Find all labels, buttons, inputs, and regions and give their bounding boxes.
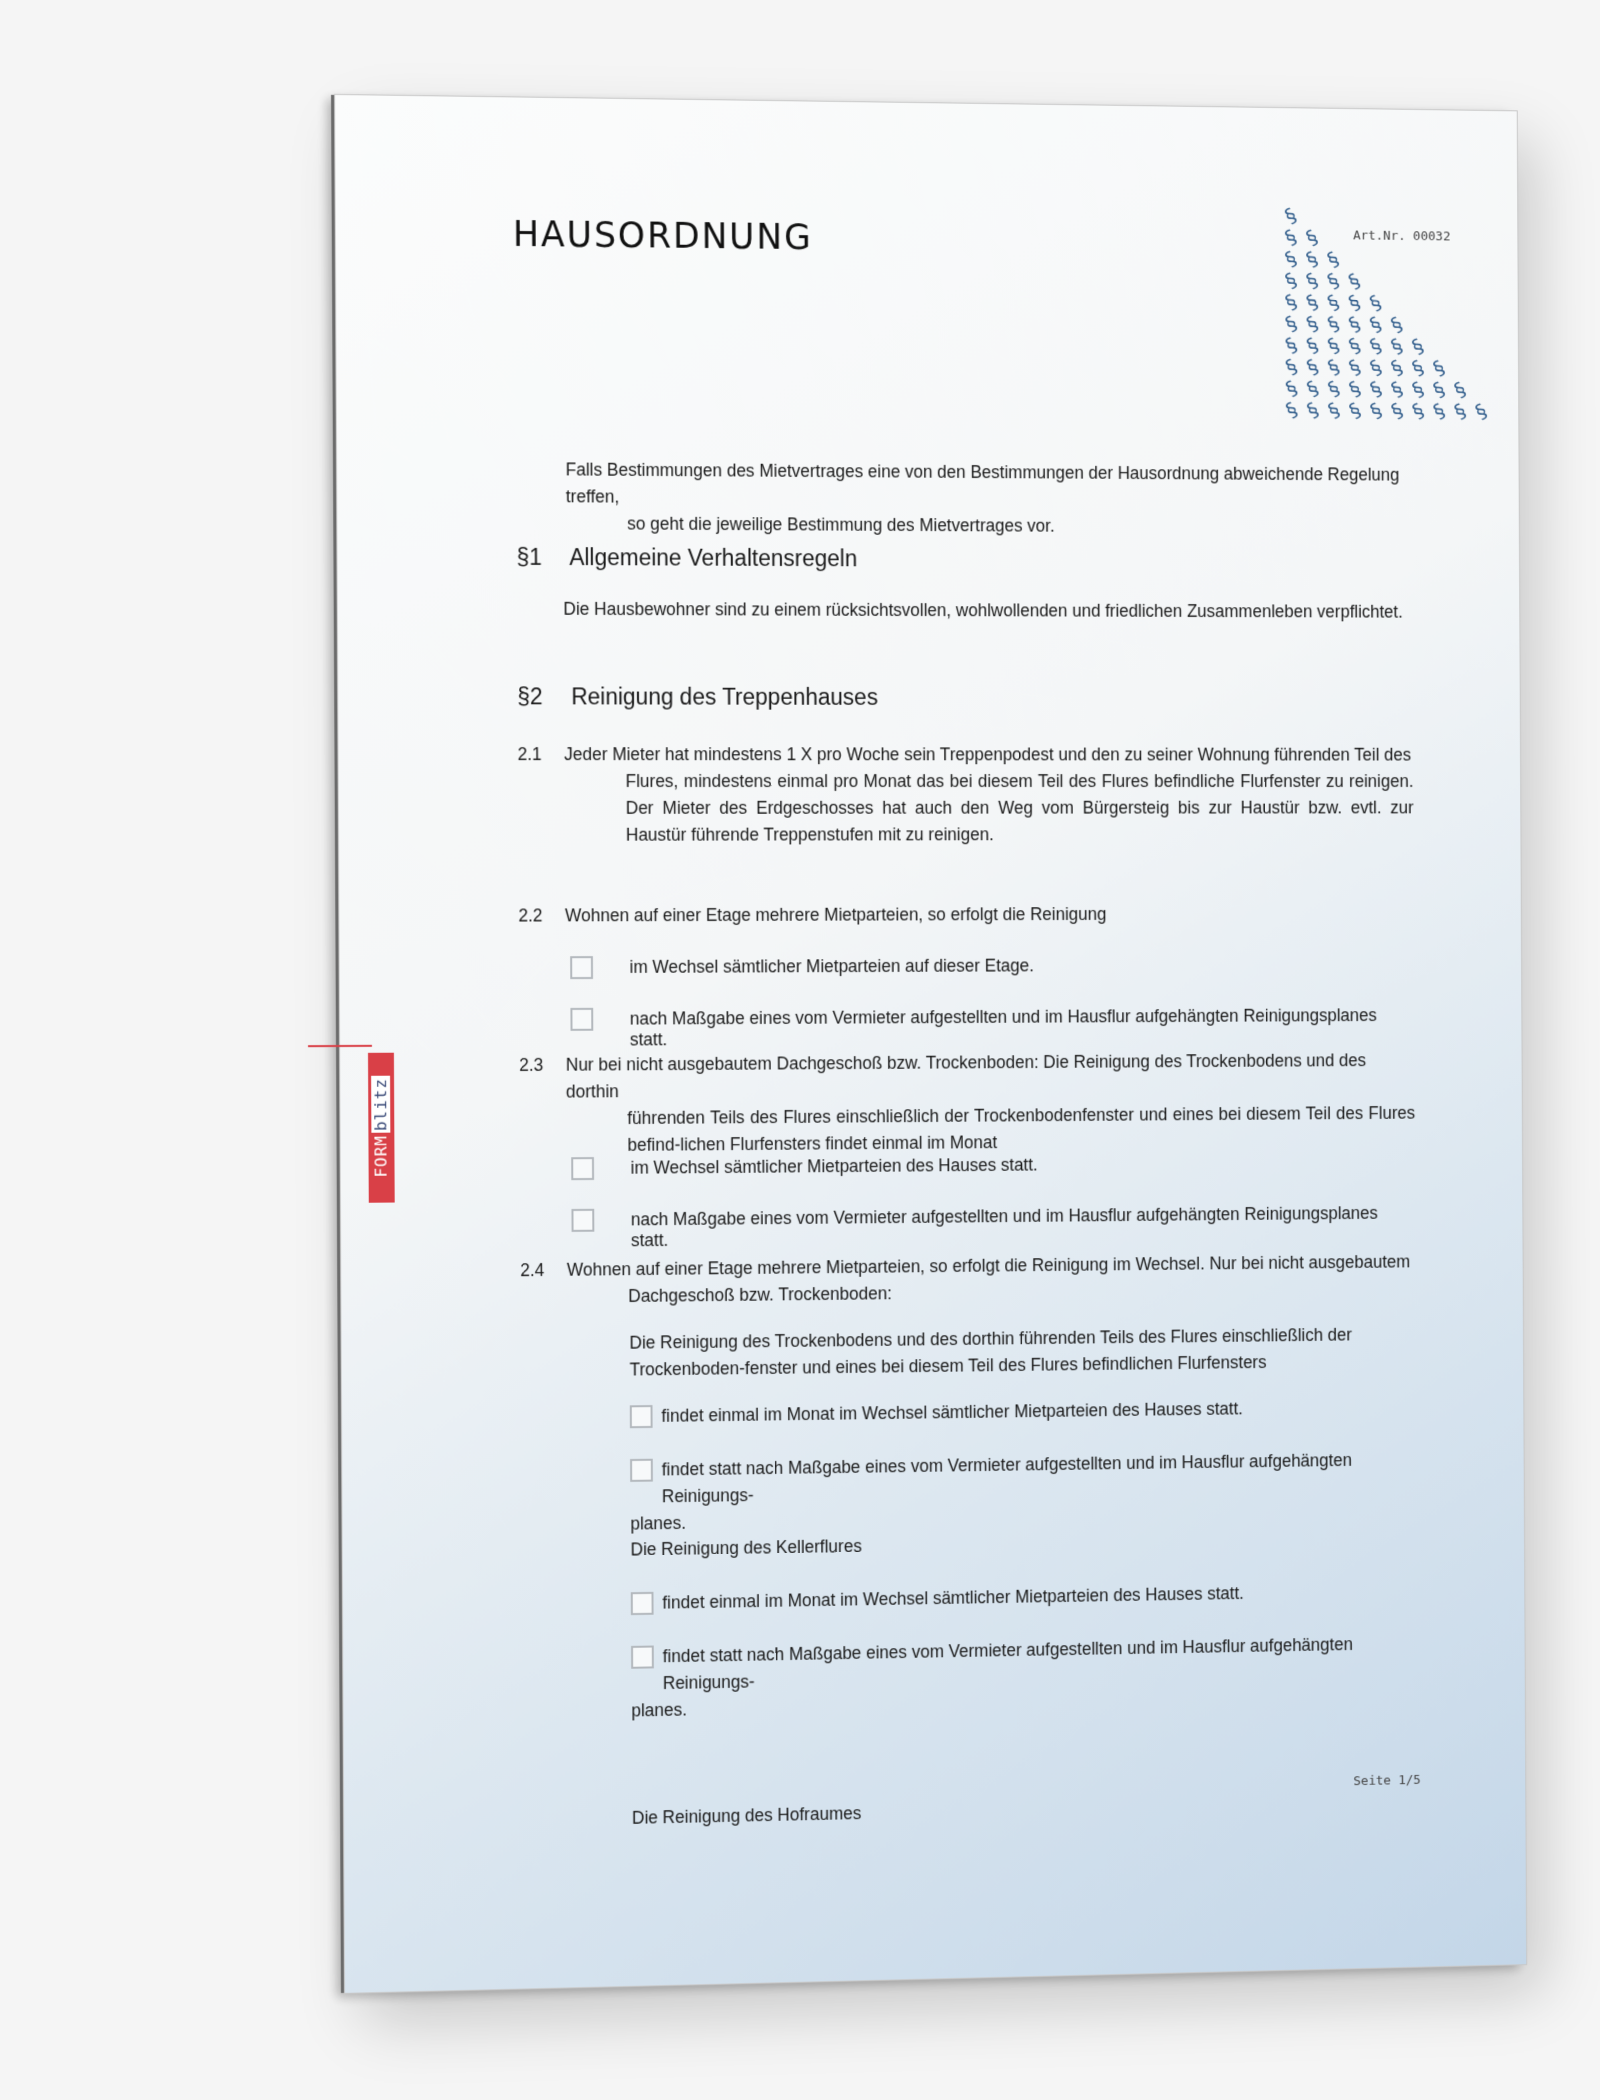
section-symbol-glyph: § xyxy=(1450,398,1470,424)
section-symbol-glyph: § xyxy=(1450,376,1470,403)
section-symbol-glyph: § xyxy=(1365,354,1386,380)
section-symbol-glyph: § xyxy=(1344,376,1365,402)
section-2-title: Reinigung des Treppenhauses xyxy=(571,683,879,710)
section-symbol-glyph: § xyxy=(1407,376,1428,402)
checkbox[interactable] xyxy=(631,1592,654,1615)
section-symbol-glyph: § xyxy=(1302,289,1323,315)
section-symbol-glyph: § xyxy=(1281,332,1302,358)
section-symbol-glyph: § xyxy=(1428,355,1449,381)
section-symbol-glyph: § xyxy=(1344,354,1365,380)
section-symbol-glyph: § xyxy=(1301,246,1322,272)
section-symbol-glyph: § xyxy=(1386,311,1407,338)
section-symbol-glyph: § xyxy=(1365,290,1386,316)
option-label-line-1: findet statt nach Maßgabe eines vom Vermieter aufgestellten und im Hausflur aufgehängten Reinigungs- xyxy=(662,1634,1353,1694)
clause-2-4-keller-option-1 xyxy=(631,1577,1427,1617)
clause-2-3-first-line: Nur bei nicht ausgebautem Dachgeschoß bzw. Trockenboden: Die Reinigung des Trockenbodens und des dorthin xyxy=(565,1050,1367,1102)
section-symbol-glyph: § xyxy=(1280,246,1301,272)
section-symbol-glyph: § xyxy=(1365,397,1386,424)
section-symbol-glyph: § xyxy=(1323,332,1344,359)
clause-2-1-continuation: Flures, mindestens einmal pro Monat das bei diesem Teil des Flures befindliche Flurfenster zu reinigen. Der Mieter des Erdgeschosses hat auch den Weg vom Bürgersteig bis zur Haustür bzw. evtl. zur Haustür führende Treppenstufen mit zu reinigen. xyxy=(625,771,1414,845)
clause-2-4-first-line: Wohnen auf einer Etage mehrere Mietparteien, so erfolgt die Reinigung im Wechsel. Nur bei nicht ausgebautem xyxy=(566,1251,1411,1280)
section-symbol-glyph: § xyxy=(1280,267,1301,293)
clause-2-4 xyxy=(520,1249,1416,1311)
section-1-number: §1 xyxy=(516,543,542,570)
clause-2-2-text: Wohnen auf einer Etage mehrere Mietparteien, so erfolgt die Reinigung xyxy=(564,904,1107,926)
section-symbol-glyph: § xyxy=(1344,289,1365,316)
document-title: HAUSORDNUNG xyxy=(512,214,813,259)
section-symbol-glyph: § xyxy=(1344,268,1365,294)
section-symbol-glyph: § xyxy=(1386,354,1407,381)
clause-2-1 xyxy=(518,741,1414,849)
clause-2-3-option-2 xyxy=(571,1202,1408,1251)
section-symbol-glyph: § xyxy=(1323,268,1344,294)
section-symbol-glyph: § xyxy=(1281,397,1302,423)
section-symbol-glyph: § xyxy=(1302,332,1323,358)
section-symbol-glyph: § xyxy=(1281,310,1302,337)
option-label: im Wechsel sämtlicher Mietparteien auf dieser Etage. xyxy=(629,955,1034,977)
brand-part-2: blitz xyxy=(371,1077,391,1132)
section-symbol-glyph: § xyxy=(1344,311,1365,337)
section-symbol-glyph: § xyxy=(1280,202,1301,229)
section-1-heading xyxy=(517,544,858,572)
section-symbol-glyph: § xyxy=(1386,333,1407,359)
section-symbol-glyph: § xyxy=(1407,355,1428,381)
intro-line-2: so geht die jeweilige Bestimmung des Mietvertrages vor. xyxy=(627,513,1055,536)
section-symbol-glyph: § xyxy=(1323,311,1344,337)
clause-2-4-keller-option-2 xyxy=(631,1630,1428,1724)
checkbox[interactable] xyxy=(630,1405,653,1428)
clause-2-2 xyxy=(518,900,1414,929)
checkbox[interactable] xyxy=(571,1157,594,1180)
clause-2-2-number: 2.2 xyxy=(518,905,543,926)
option-label: nach Maßgabe eines vom Vermieter aufgestellten und im Hausflur aufgehängten Reinigungsplanes statt. xyxy=(630,1203,1378,1251)
section-symbol-glyph: § xyxy=(1280,289,1301,315)
clause-2-4-number: 2.4 xyxy=(520,1260,545,1281)
checkbox[interactable] xyxy=(631,1646,654,1669)
checkbox[interactable] xyxy=(630,1459,653,1482)
intro-paragraph xyxy=(566,456,1413,541)
section-symbol-glyph: § xyxy=(1323,354,1344,380)
section-symbol-glyph: § xyxy=(1387,397,1407,424)
brand-logo xyxy=(368,1053,395,1203)
article-number: Art.Nr. 00032 xyxy=(1353,228,1451,245)
section-symbol-glyph: § xyxy=(1407,333,1428,359)
clause-2-3-number: 2.3 xyxy=(519,1054,544,1075)
section-symbol-glyph: § xyxy=(1365,333,1386,359)
section-symbol-glyph: § xyxy=(1428,376,1449,402)
brand-divider-line xyxy=(308,1045,372,1047)
page-number: Seite 1/5 xyxy=(1353,1772,1421,1790)
document-page xyxy=(335,95,1526,1993)
section-1-title: Allgemeine Verhaltensregeln xyxy=(569,544,858,572)
brand-part-1: FORM xyxy=(371,1134,391,1178)
clause-2-4-keller-intro: Die Reinigung des Kellerflures xyxy=(630,1536,862,1560)
clause-2-4-trockenboden-option-1 xyxy=(630,1393,1426,1430)
section-symbol-glyph: § xyxy=(1365,311,1386,337)
section-symbol-glyph: § xyxy=(1301,224,1322,251)
section-symbol-glyph: § xyxy=(1429,398,1449,424)
clause-2-2-option-1 xyxy=(570,953,1407,979)
checkbox[interactable] xyxy=(570,1008,593,1031)
section-symbol-logo-icon xyxy=(1280,202,1500,428)
section-symbol-glyph: § xyxy=(1302,354,1323,380)
section-symbol-glyph: § xyxy=(1302,310,1323,337)
option-label: im Wechsel sämtlicher Mietparteien des Hauses statt. xyxy=(630,1154,1038,1178)
section-symbol-glyph: § xyxy=(1280,224,1301,250)
clause-2-1-number: 2.1 xyxy=(517,744,542,765)
clause-2-3 xyxy=(519,1047,1415,1159)
clause-2-4-continuation: Dachgeschoß bzw. Trockenboden: xyxy=(628,1283,892,1306)
section-2-number: §2 xyxy=(517,683,543,710)
section-symbol-glyph: § xyxy=(1302,397,1323,423)
clause-2-4-trockenboden-option-2 xyxy=(630,1446,1427,1537)
section-symbol-glyph: § xyxy=(1344,332,1365,359)
clause-2-4-hofraum-intro: Die Reinigung des Hofraumes xyxy=(631,1803,862,1828)
option-label: findet einmal im Monat im Wechsel sämtlicher Mietparteien des Hauses statt. xyxy=(661,1398,1243,1426)
option-label: findet einmal im Monat im Wechsel sämtlicher Mietparteien des Hauses statt. xyxy=(662,1583,1244,1613)
section-symbol-glyph: § xyxy=(1323,397,1344,423)
section-symbol-glyph: § xyxy=(1408,398,1428,424)
section-symbol-glyph: § xyxy=(1302,267,1322,294)
section-symbol-glyph: § xyxy=(1323,375,1344,402)
brand-logo-text xyxy=(368,1053,395,1203)
section-symbol-glyph: § xyxy=(1365,376,1386,402)
option-label-line-2: planes. xyxy=(631,1699,688,1721)
option-label-line-2: planes. xyxy=(630,1512,687,1534)
section-1-text: Die Hausbewohner sind zu einem rücksichtsvollen, wohlwollenden und friedlichen Zusammenleben verpflichtet. xyxy=(563,598,1403,622)
checkbox[interactable] xyxy=(570,956,593,979)
option-label-line-1: findet statt nach Maßgabe eines vom Vermieter aufgestellten und im Hausflur aufgehängten Reinigungs- xyxy=(661,1450,1352,1507)
section-symbol-glyph: § xyxy=(1281,353,1302,380)
section-symbol-glyph: § xyxy=(1323,289,1344,315)
section-symbol-glyph: § xyxy=(1471,398,1491,424)
clause-2-3-continuation: führenden Teils des Flures einschließlich der Trockenbodenfenster und eines bei diesem Teil des Flures befind-lichen Flurfensters findet einmal im Monat xyxy=(627,1102,1416,1155)
section-symbol-glyph: § xyxy=(1302,375,1323,401)
section-symbol-glyph: § xyxy=(1281,375,1302,401)
checkbox[interactable] xyxy=(571,1209,594,1232)
clause-2-1-first-line: Jeder Mieter hat mindestens 1 X pro Woche sein Treppenpodest und den zu seiner Wohnung führenden Teil des xyxy=(564,744,1412,765)
option-label xyxy=(631,1630,1428,1724)
section-symbol-glyph: § xyxy=(1344,397,1365,423)
section-symbol-glyph: § xyxy=(1386,376,1407,402)
section-2-heading xyxy=(517,683,878,710)
option-label xyxy=(630,1446,1427,1537)
clause-2-2-option-2 xyxy=(570,1004,1407,1050)
option-label: nach Maßgabe eines vom Vermieter aufgestellten und im Hausflur aufgehängten Reinigungsplanes statt. xyxy=(629,1005,1377,1050)
intro-line-1: Falls Bestimmungen des Mietvertrages eine von den Bestimmungen der Hausordnung abweichende Regelung treffen, xyxy=(565,459,1400,507)
section-symbol-glyph: § xyxy=(1323,246,1343,272)
clause-2-4-trockenboden-intro: Die Reinigung des Trockenbodens und des dorthin führenden Teils des Flures einschließlich der Trockenboden-fenster und eines bei diesem Teil des Flures befindlichen Flurfensters xyxy=(629,1324,1353,1380)
